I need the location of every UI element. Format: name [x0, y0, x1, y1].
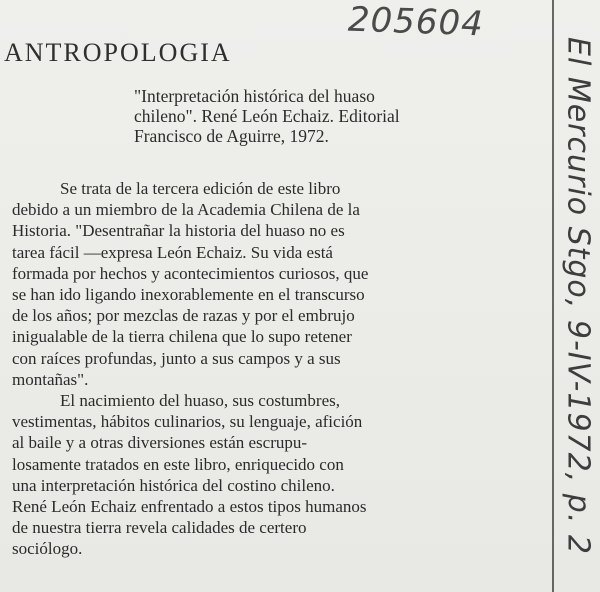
- section-title: ANTROPOLOGIA: [4, 38, 232, 67]
- article-line: al baile y a otras diversiones están escrupu-: [12, 433, 308, 453]
- article-line: vestimentas, hábitos culinarios, su lenguaje, afición: [12, 412, 363, 432]
- article-line: Se trata de la tercera edición de este libro: [60, 179, 341, 198]
- article-line: de los años; por mezclas de razas y por el embrujo: [12, 306, 355, 326]
- article-line: inigualable de la tierra chilena que lo supo retener: [12, 327, 352, 347]
- article-line: tarea fácil —expresa León Echaiz. Su vida está: [12, 242, 333, 262]
- article-line: debido a un miembro de la Academia Chilena de la: [12, 200, 360, 220]
- article-line: una interpretación histórica del costino chileno.: [12, 475, 335, 495]
- article-line: con raíces profundas, junto a sus campos y a sus: [12, 348, 341, 368]
- article-line: sociólogo.: [12, 539, 83, 559]
- book-citation: [134, 86, 514, 146]
- margin-note-text: El Mercurio Stgo, 9-IV-1972, p. 2: [560, 37, 596, 555]
- article-body: [12, 178, 512, 560]
- article-line: René León Echaiz enfrentado a estos tipos humanos: [12, 497, 367, 517]
- article-line: de nuestra tierra revela calidades de certero: [12, 518, 307, 538]
- article-line: montañas".: [12, 369, 89, 389]
- article-line: El nacimiento del huaso, sus costumbres,: [60, 391, 340, 411]
- article-line: losamente tratados en este libro, enriquecido con: [12, 454, 344, 474]
- article-line: se han ido ligando inexorablemente en el transcurso: [12, 285, 365, 305]
- citation-line: Francisco de Aguirre, 1972.: [134, 126, 329, 146]
- article-line: formada por hechos y acontecimientos curiosos, que: [12, 263, 369, 283]
- citation-line: "Interpretación histórica del huaso: [134, 86, 375, 106]
- citation-line: chileno". René León Echaiz. Editorial: [134, 106, 400, 126]
- clipping-edge-divider: [552, 0, 554, 592]
- article-line: Historia. "Desentrañar la historia del huaso no es: [12, 221, 345, 241]
- catalog-number: 205604: [347, 0, 485, 45]
- margin-source-note: [556, 0, 600, 592]
